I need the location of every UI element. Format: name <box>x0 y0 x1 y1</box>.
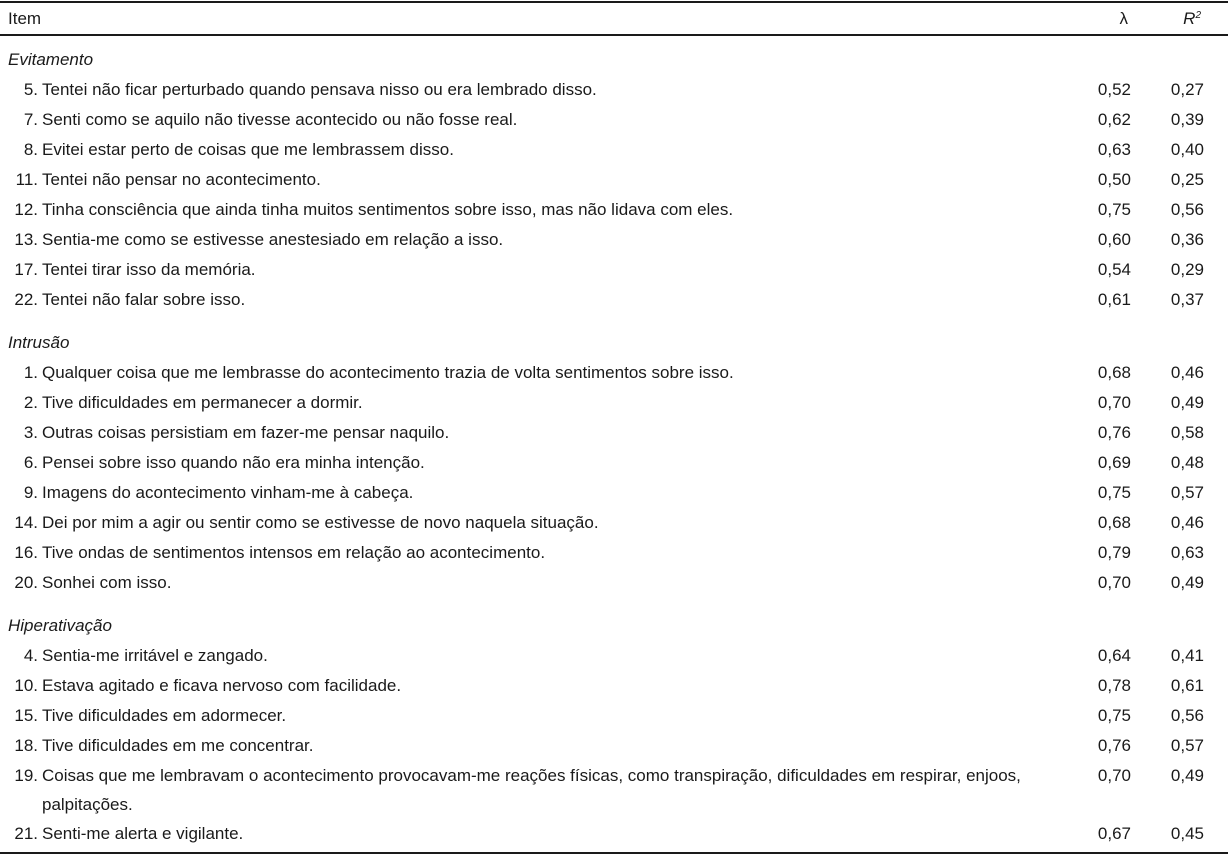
header-r2 <box>1183 9 1201 29</box>
item-number: 10. <box>14 676 38 695</box>
table-row <box>0 165 1228 195</box>
r2-value: 0,49 <box>1170 573 1204 592</box>
table-header <box>0 3 1228 36</box>
item-number: 4. <box>23 646 38 665</box>
r2-value: 0,57 <box>1170 736 1204 755</box>
lambda-value: 0,78 <box>1097 676 1131 695</box>
item-number: 14. <box>14 513 38 532</box>
lambda-value: 0,64 <box>1097 646 1131 665</box>
item-number: 17. <box>14 260 38 279</box>
table-row <box>0 358 1228 388</box>
table-row <box>0 761 1228 819</box>
table-row <box>0 105 1228 135</box>
lambda-value: 0,75 <box>1097 483 1131 502</box>
r2-value: 0,40 <box>1170 140 1204 159</box>
table-row <box>0 568 1228 598</box>
group-heading: Evitamento <box>8 50 94 69</box>
table-row <box>0 225 1228 255</box>
header-lambda: λ <box>1119 9 1128 28</box>
item-text: Senti-me alerta e vigilante. <box>42 824 244 843</box>
r2-value: 0,25 <box>1170 170 1204 189</box>
r2-value: 0,56 <box>1170 200 1204 219</box>
item-text: Tive dificuldades em permanecer a dormir. <box>42 393 363 412</box>
r2-value: 0,48 <box>1170 453 1204 472</box>
item-text: Sentia-me irritável e zangado. <box>42 646 268 665</box>
r2-value: 0,36 <box>1170 230 1204 249</box>
lambda-value: 0,79 <box>1097 543 1131 562</box>
lambda-value: 0,69 <box>1097 453 1131 472</box>
table-row <box>0 448 1228 478</box>
r2-value: 0,46 <box>1170 513 1204 532</box>
item-number: 16. <box>14 543 38 562</box>
table-row <box>0 75 1228 105</box>
item-number: 20. <box>14 573 38 592</box>
table-body <box>0 45 1228 849</box>
lambda-value: 0,70 <box>1097 393 1131 412</box>
table-row <box>0 418 1228 448</box>
item-text: Estava agitado e ficava nervoso com facilidade. <box>42 676 402 695</box>
table-row <box>0 195 1228 225</box>
item-number: 9. <box>23 483 38 502</box>
item-number: 18. <box>14 736 38 755</box>
lambda-value: 0,76 <box>1097 423 1131 442</box>
table-row <box>0 641 1228 671</box>
r2-value: 0,45 <box>1170 824 1204 843</box>
item-text: Pensei sobre isso quando não era minha intenção. <box>42 453 425 472</box>
item-text: Tive ondas de sentimentos intensos em relação ao acontecimento. <box>42 543 546 562</box>
table-row <box>0 478 1228 508</box>
item-text: Tentei não falar sobre isso. <box>42 290 246 309</box>
item-number: 13. <box>14 230 38 249</box>
header-item: Item <box>8 9 42 28</box>
item-text: Qualquer coisa que me lembrasse do acontecimento trazia de volta sentimentos sobre isso. <box>42 363 734 382</box>
group-heading: Hiperativação <box>8 616 112 635</box>
r2-value: 0,46 <box>1170 363 1204 382</box>
r2-value: 0,27 <box>1170 80 1204 99</box>
item-text: Evitei estar perto de coisas que me lembrassem disso. <box>42 140 454 159</box>
table-row <box>0 255 1228 285</box>
lambda-value: 0,61 <box>1097 290 1131 309</box>
r2-value: 0,39 <box>1170 110 1204 129</box>
item-number: 22. <box>14 290 38 309</box>
item-text: Sonhei com isso. <box>42 573 172 592</box>
header-r2-sup: 2 <box>1195 10 1201 21</box>
item-number: 3. <box>23 423 38 442</box>
lambda-value: 0,70 <box>1097 766 1131 785</box>
item-text: Senti como se aquilo não tivesse acontecido ou não fosse real. <box>42 110 518 129</box>
r2-value: 0,41 <box>1170 646 1204 665</box>
r2-value: 0,49 <box>1170 766 1204 785</box>
table-row <box>0 731 1228 761</box>
loadings-table <box>0 1 1228 854</box>
r2-value: 0,63 <box>1170 543 1204 562</box>
item-number: 8. <box>23 140 38 159</box>
table-row <box>0 671 1228 701</box>
lambda-value: 0,52 <box>1097 80 1131 99</box>
r2-value: 0,29 <box>1170 260 1204 279</box>
item-text: Tinha consciência que ainda tinha muitos sentimentos sobre isso, mas não lidava com eles. <box>42 200 734 219</box>
item-number: 12. <box>14 200 38 219</box>
item-number: 1. <box>23 363 38 382</box>
r2-value: 0,49 <box>1170 393 1204 412</box>
item-text: Tive dificuldades em me concentrar. <box>42 736 314 755</box>
table-row <box>0 701 1228 731</box>
lambda-value: 0,60 <box>1097 230 1131 249</box>
table-row <box>0 508 1228 538</box>
item-text: Tentei não ficar perturbado quando pensava nisso ou era lembrado disso. <box>42 80 597 99</box>
lambda-value: 0,68 <box>1097 363 1131 382</box>
lambda-value: 0,54 <box>1097 260 1131 279</box>
item-text: Dei por mim a agir ou sentir como se estivesse de novo naquela situação. <box>42 513 599 532</box>
item-text: Tive dificuldades em adormecer. <box>42 706 287 725</box>
lambda-value: 0,67 <box>1097 824 1131 843</box>
table-row <box>0 819 1228 849</box>
item-number: 5. <box>23 80 38 99</box>
table-row <box>0 135 1228 165</box>
lambda-value: 0,76 <box>1097 736 1131 755</box>
item-text: Tentei tirar isso da memória. <box>42 260 256 279</box>
r2-value: 0,56 <box>1170 706 1204 725</box>
r2-value: 0,37 <box>1170 290 1204 309</box>
lambda-value: 0,62 <box>1097 110 1131 129</box>
group-heading: Intrusão <box>8 333 70 352</box>
item-text: Sentia-me como se estivesse anestesiado em relação a isso. <box>42 230 504 249</box>
item-text: Coisas que me lembravam o acontecimento provocavam-me reações físicas, como transpiração, dificuldades em respirar, enjoos, palpitações. <box>42 766 1021 814</box>
table-row <box>0 388 1228 418</box>
lambda-value: 0,68 <box>1097 513 1131 532</box>
lambda-value: 0,50 <box>1097 170 1131 189</box>
item-text: Imagens do acontecimento vinham-me à cabeça. <box>42 483 414 502</box>
item-number: 19. <box>14 766 38 785</box>
item-number: 11. <box>15 170 38 189</box>
lambda-value: 0,63 <box>1097 140 1131 159</box>
r2-value: 0,61 <box>1170 676 1204 695</box>
lambda-value: 0,75 <box>1097 200 1131 219</box>
header-r2-base: R <box>1183 9 1196 28</box>
r2-value: 0,58 <box>1170 423 1204 442</box>
r2-value: 0,57 <box>1170 483 1204 502</box>
table-row <box>0 285 1228 315</box>
lambda-value: 0,75 <box>1097 706 1131 725</box>
item-number: 7. <box>23 110 38 129</box>
item-number: 21. <box>14 824 38 843</box>
table-row <box>0 538 1228 568</box>
item-number: 2. <box>23 393 38 412</box>
item-number: 6. <box>23 453 38 472</box>
lambda-value: 0,70 <box>1097 573 1131 592</box>
item-text: Tentei não pensar no acontecimento. <box>42 170 321 189</box>
item-number: 15. <box>14 706 38 725</box>
item-text: Outras coisas persistiam em fazer-me pensar naquilo. <box>42 423 450 442</box>
